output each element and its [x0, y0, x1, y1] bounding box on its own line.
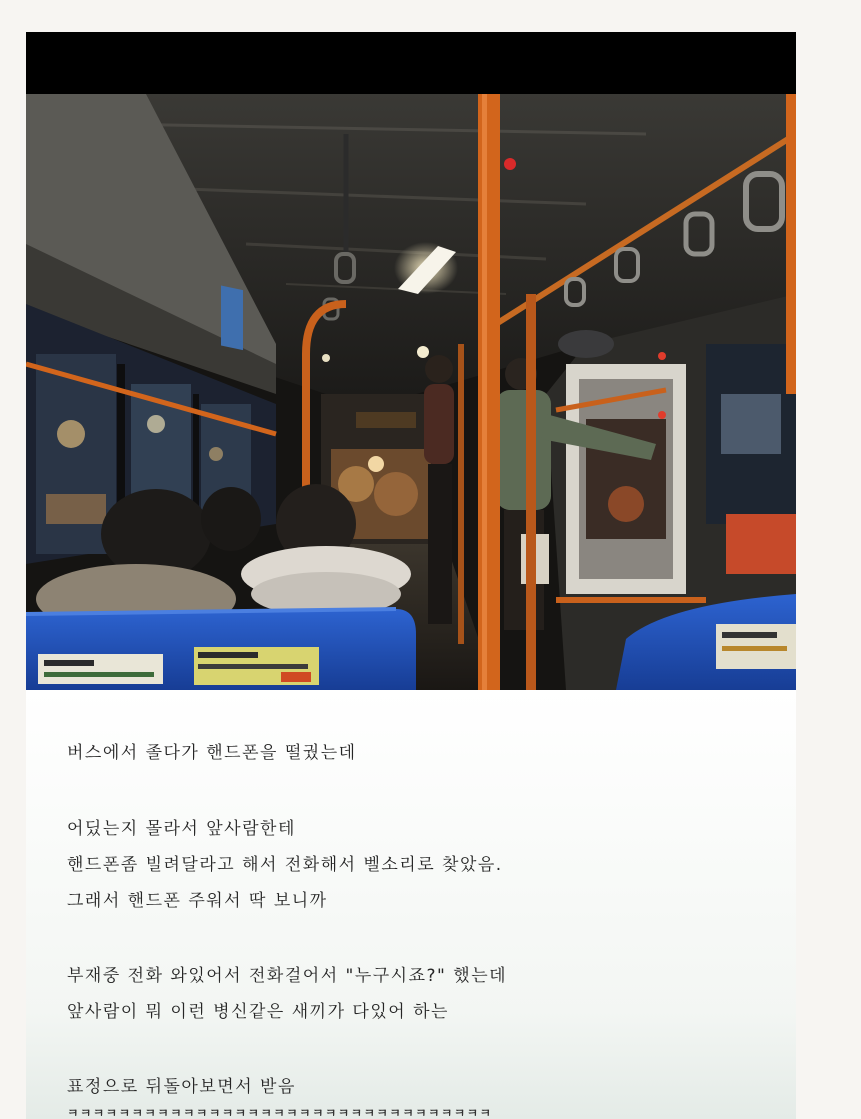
text-line-7: 표정으로 뒤돌아보면서 받음 — [67, 1077, 296, 1097]
post-text-area — [26, 690, 796, 1119]
text-line-4: 그래서 핸드폰 주워서 딱 보니까 — [67, 891, 328, 911]
bus-interior-illustration — [26, 94, 796, 690]
text-line-5: 부재중 전화 와있어서 전화걸어서 "누구시죠?" 했는데 — [67, 966, 508, 986]
post-card — [26, 32, 796, 1119]
black-header-bar — [26, 32, 796, 94]
text-line-3: 핸드폰좀 빌려달라고 해서 전화해서 벨소리로 찾았음. — [67, 855, 503, 875]
text-line-6: 앞사람이 뭐 이런 병신같은 새끼가 다있어 하는 — [67, 1002, 449, 1022]
bus-interior-photo — [26, 94, 796, 690]
text-line-2: 어딨는지 몰라서 앞사람한테 — [67, 819, 296, 839]
text-line-1: 버스에서 졸다가 핸드폰을 떨궜는데 — [67, 743, 357, 763]
laugh-line: ㅋㅋㅋㅋㅋㅋㅋㅋㅋㅋㅋㅋㅋㅋㅋㅋㅋㅋㅋㅋㅋㅋㅋㅋㅋㅋㅋㅋㅋㅋㅋㅋㅋ — [67, 1106, 493, 1119]
